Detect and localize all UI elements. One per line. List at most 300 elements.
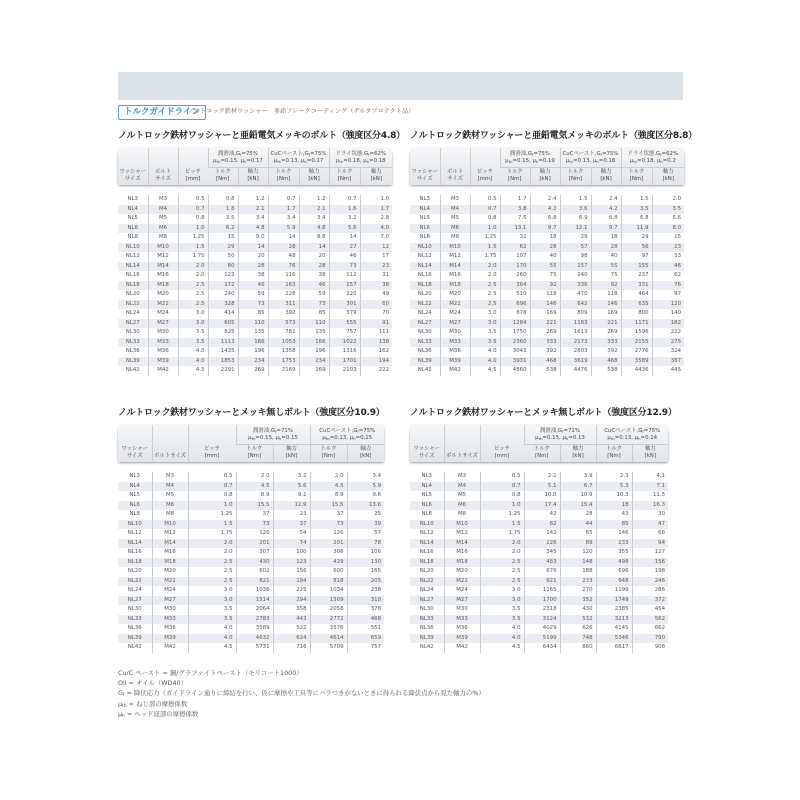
torque-cell: 56 bbox=[621, 243, 652, 253]
torque-cell: 573 bbox=[268, 319, 299, 329]
bolt-size-cell: M3 bbox=[152, 472, 188, 482]
washer-size-cell: NL42 bbox=[125, 367, 140, 373]
torque-cell: 228 bbox=[268, 290, 299, 300]
torque-cell: 696 bbox=[500, 300, 530, 310]
torque-cell: 2803 bbox=[560, 347, 591, 357]
torque-cell: 392 bbox=[268, 309, 299, 319]
torque-cell: 2291 bbox=[208, 366, 238, 376]
torque-cell: 4614 bbox=[310, 634, 347, 644]
axial-force-cell: 4.2 bbox=[530, 205, 560, 215]
subscript: f bbox=[368, 152, 370, 157]
pitch-cell: 0.5 bbox=[480, 472, 524, 482]
axial-force-cell: 4.0 bbox=[360, 224, 392, 234]
bolt-size-cell: M6 bbox=[440, 224, 470, 234]
torque-cell: 29 bbox=[621, 233, 652, 243]
table-row bbox=[410, 501, 668, 511]
axial-force-cell: 562 bbox=[632, 615, 668, 625]
axial-force-cell: 324 bbox=[652, 347, 684, 357]
pitch-cell: 1.5 bbox=[188, 520, 236, 530]
washer-size-cell: NL27 bbox=[118, 596, 152, 606]
table-row bbox=[118, 281, 392, 291]
washer-size-cell: NL33 bbox=[118, 615, 152, 625]
washer-size-cell: NL24 bbox=[127, 587, 142, 593]
torque-cell: 107 bbox=[500, 252, 530, 262]
torque-cell: 3.8 bbox=[500, 205, 530, 215]
thread-friction: 0.15 bbox=[517, 157, 530, 164]
axial-force-cell: 17 bbox=[360, 252, 392, 262]
table-row bbox=[118, 271, 392, 281]
table-row bbox=[410, 520, 668, 530]
torque-cell: 800 bbox=[621, 309, 652, 319]
footnote-line bbox=[118, 709, 485, 719]
torque-cell: 4436 bbox=[621, 366, 652, 376]
axial-force-cell: 5.6 bbox=[273, 482, 310, 492]
axial-force-cell: 46 bbox=[238, 281, 268, 291]
axial-force-cell: 169 bbox=[591, 309, 621, 319]
axial-force-cell: 49 bbox=[360, 290, 392, 300]
torque-cell: 1509 bbox=[310, 596, 347, 606]
torque-cell: 5731 bbox=[236, 643, 273, 653]
axial-force-cell: 23 bbox=[273, 510, 310, 520]
torque-cell: 27 bbox=[329, 243, 360, 253]
axial-force-cell: 454 bbox=[632, 605, 668, 615]
axial-force-cell: 89 bbox=[560, 539, 596, 549]
washer-size-cell: NL4 bbox=[118, 205, 148, 215]
axial-force-cell: 6.8 bbox=[530, 214, 560, 224]
table-row bbox=[118, 252, 392, 262]
subscript: th bbox=[538, 435, 543, 441]
condition-group-header: CuCペースト$,G_f=75\%$ $\mu_{th}=0.13$, $\mu_h=0.15$ bbox=[310, 425, 384, 445]
column-pitch: ピッチ [mm] bbox=[178, 148, 208, 185]
axial-force-cell: 2.1 bbox=[238, 205, 268, 215]
bolt-size-cell: M39 bbox=[148, 357, 178, 367]
torque-cell: 1700 bbox=[524, 596, 560, 606]
washer-size-cell: NL10 bbox=[410, 520, 444, 530]
torque-cell: 170 bbox=[500, 262, 530, 272]
bolt-size-cell: M24 bbox=[152, 586, 188, 596]
pitch-cell: 4.0 bbox=[470, 357, 500, 367]
torque-cell: 2.0 bbox=[310, 472, 347, 482]
axial-force-cell: 140 bbox=[652, 309, 684, 319]
pitch-cell: 0.7 bbox=[470, 205, 500, 215]
thread-friction: 0.13 bbox=[619, 434, 632, 441]
subscript: th bbox=[277, 158, 281, 164]
subscript: h bbox=[304, 158, 307, 164]
axial-force-cell: 165 bbox=[347, 567, 384, 577]
axial-force-cell: 28 bbox=[591, 243, 621, 253]
table-title-4-8: ノルトロック鉄材ワッシャーと亜鉛電気メッキのボルト（強度区分4.8） bbox=[118, 131, 405, 141]
torque-cell: 2064 bbox=[236, 605, 273, 615]
axial-force-cell: 59 bbox=[238, 290, 268, 300]
table-body bbox=[118, 195, 392, 376]
bolt-size-cell: M20 bbox=[148, 290, 178, 300]
table-row bbox=[118, 615, 384, 625]
axial-force-cell: 74 bbox=[273, 539, 310, 549]
condition-group-header: ドライ状態$,G_f=62\%$ $\mu_{th}=0.18$, $\mu_h=0.18$ bbox=[329, 148, 392, 168]
axial-force-cell: 97 bbox=[652, 290, 684, 300]
table-row bbox=[410, 328, 684, 338]
torque-table-8-8 bbox=[410, 148, 684, 376]
axial-force-cell: 146 bbox=[591, 300, 621, 310]
bolt-size-cell: M27 bbox=[152, 596, 188, 606]
condition-group-header: 潤滑油$,G_f=75\%$ $\mu_{th}=0.15$, $\mu_h=0.19$ bbox=[500, 148, 560, 168]
pitch-cell: 3.5 bbox=[480, 605, 524, 615]
torque-cell: 818 bbox=[310, 577, 347, 587]
yield-percent: 75% bbox=[648, 428, 661, 434]
axial-force-cell: 9.7 bbox=[530, 224, 560, 234]
axial-force-cell: 860 bbox=[560, 643, 596, 653]
washer-size-cell: NL22 bbox=[118, 300, 148, 310]
washer-size-cell: NL18 bbox=[118, 558, 152, 568]
subscript: f bbox=[660, 152, 662, 157]
torque-cell: 878 bbox=[500, 309, 530, 319]
torque-cell: 7.5 bbox=[500, 214, 530, 224]
washer-size-cell: NL20 bbox=[127, 568, 142, 574]
torque-cell: 12.1 bbox=[560, 224, 591, 234]
torque-cell: 1596 bbox=[621, 328, 652, 338]
axial-force-cell: 269 bbox=[530, 328, 560, 338]
axial-force-cell: 44 bbox=[560, 520, 596, 530]
torque-cell: 126 bbox=[236, 529, 273, 539]
table bbox=[118, 148, 392, 376]
axial-force-cell: 33 bbox=[652, 252, 684, 262]
table-row bbox=[118, 539, 384, 549]
torque-cell: 809 bbox=[560, 309, 591, 319]
pitch-cell: 2.5 bbox=[470, 281, 500, 291]
axial-force-cell: 75 bbox=[591, 271, 621, 281]
column-torque: トルク [Nm] bbox=[596, 445, 632, 463]
bolt-size-cell: M5 bbox=[148, 214, 178, 224]
yield-percent: 71% bbox=[280, 428, 293, 434]
washer-size-cell: NL18 bbox=[410, 281, 440, 291]
axial-force-cell: 194 bbox=[360, 357, 392, 367]
bolt-size-cell: M36 bbox=[152, 624, 188, 634]
torque-cell: 2.3 bbox=[596, 472, 632, 482]
thread-friction: 0.18 bbox=[641, 157, 654, 164]
table-row bbox=[118, 366, 392, 376]
column-bolt-size: ボルト サイズ bbox=[440, 148, 470, 185]
bolt-size-cell: M10 bbox=[148, 243, 178, 253]
washer-size-cell: NL39 bbox=[118, 634, 152, 644]
torque-cell: 3.5 bbox=[208, 214, 238, 224]
axial-force-cell: 14 bbox=[238, 243, 268, 253]
axial-force-cell: 15 bbox=[652, 233, 684, 243]
axial-force-cell: 28 bbox=[238, 262, 268, 272]
bolt-size-cell: M3 bbox=[440, 195, 470, 205]
pitch-cell: 0.7 bbox=[480, 482, 524, 492]
axial-force-cell: 626 bbox=[560, 624, 596, 634]
table-header bbox=[410, 425, 668, 462]
axial-force-cell: 130 bbox=[347, 558, 384, 568]
pitch-cell: 4.0 bbox=[178, 347, 208, 357]
axial-force-cell: 57 bbox=[347, 529, 384, 539]
pitch-cell: 1.75 bbox=[178, 252, 208, 262]
torque-table-10-9 bbox=[118, 425, 384, 653]
torque-cell: 1113 bbox=[208, 338, 238, 348]
torque-cell: 4.5 bbox=[310, 482, 347, 492]
washer-size-cell: NL22 bbox=[118, 577, 152, 587]
torque-cell: 5346 bbox=[596, 634, 632, 644]
torque-cell: 355 bbox=[596, 548, 632, 558]
table-row bbox=[410, 338, 684, 348]
axial-force-cell: 532 bbox=[560, 615, 596, 625]
axial-force-cell: 198 bbox=[632, 567, 668, 577]
axial-force-cell: 169 bbox=[530, 309, 560, 319]
axial-force-cell: 11.5 bbox=[632, 491, 668, 501]
axial-force-cell: 28 bbox=[299, 262, 329, 272]
torque-cell: 201 bbox=[236, 539, 273, 549]
axial-force-cell: 8.8 bbox=[299, 233, 329, 243]
axial-force-cell: 4.8 bbox=[238, 224, 268, 234]
torque-cell: 3619 bbox=[560, 357, 591, 367]
torque-cell: 921 bbox=[524, 577, 560, 587]
condition-name: 潤滑油, bbox=[540, 428, 558, 434]
torque-cell: 2385 bbox=[596, 605, 632, 615]
table-row bbox=[118, 347, 392, 357]
table-row bbox=[118, 357, 392, 367]
washer-size-cell: NL12 bbox=[127, 530, 142, 536]
axial-force-cell: 60 bbox=[360, 300, 392, 310]
head-friction: 0.17 bbox=[311, 157, 324, 164]
torque-cell: 32 bbox=[500, 233, 530, 243]
washer-size-cell: NL5 bbox=[421, 492, 432, 498]
washer-size-cell: NL16 bbox=[125, 272, 140, 278]
pitch-cell: 4.5 bbox=[480, 643, 524, 653]
torque-cell: 29 bbox=[560, 233, 591, 243]
torque-cell: 6.9 bbox=[560, 214, 591, 224]
subscript: th bbox=[122, 703, 127, 709]
torque-cell: 226 bbox=[524, 539, 560, 549]
torque-cell: 28 bbox=[268, 243, 299, 253]
washer-size-cell: NL8 bbox=[419, 234, 430, 240]
torque-cell: 3.6 bbox=[560, 205, 591, 215]
bolt-size-cell: M6 bbox=[148, 224, 178, 234]
table-row bbox=[410, 510, 668, 520]
washer-size-cell: NL16 bbox=[127, 549, 142, 555]
condition-group-header: 潤滑油$,G_f=71\%$ $\mu_{th}=0.15$, $\mu_h=0.13$ bbox=[524, 425, 596, 445]
bolt-size-cell: M18 bbox=[152, 558, 188, 568]
bolt-size-cell: M39 bbox=[440, 357, 470, 367]
axial-force-cell: 28 bbox=[530, 243, 560, 253]
pitch-cell: 0.8 bbox=[480, 491, 524, 501]
axial-force-cell: 25 bbox=[347, 510, 384, 520]
table-row bbox=[410, 252, 684, 262]
washer-size-cell: NL36 bbox=[419, 625, 434, 631]
axial-force-cell: 59 bbox=[299, 290, 329, 300]
pitch-cell: 1.0 bbox=[178, 224, 208, 234]
subscript: th bbox=[339, 158, 344, 164]
pitch-cell: 1.75 bbox=[470, 252, 500, 262]
axial-force-cell: 225 bbox=[273, 586, 310, 596]
pitch-cell: 0.8 bbox=[470, 214, 500, 224]
washer-size-cell: NL14 bbox=[118, 262, 148, 272]
torque-cell: 157 bbox=[560, 262, 591, 272]
torque-cell: 948 bbox=[596, 577, 632, 587]
pitch-cell: 0.5 bbox=[188, 472, 236, 482]
axial-force-cell: 624 bbox=[273, 634, 310, 644]
torque-cell: 301 bbox=[329, 300, 360, 310]
axial-force-cell: 196 bbox=[238, 347, 268, 357]
axial-force-cell: 18 bbox=[591, 233, 621, 243]
bolt-size-cell: M24 bbox=[148, 309, 178, 319]
pitch-cell: 3.5 bbox=[178, 328, 208, 338]
table-row bbox=[410, 319, 684, 329]
pitch-cell: 2.0 bbox=[188, 539, 236, 549]
pitch-cell: 1.25 bbox=[480, 510, 524, 520]
pitch-cell: 4.0 bbox=[470, 347, 500, 357]
column-torque: トルク [Nm] bbox=[506, 169, 523, 182]
torque-cell: 1750 bbox=[500, 328, 530, 338]
axial-force-cell: 2.4 bbox=[591, 195, 621, 205]
table-row bbox=[410, 309, 684, 319]
footnote-symbol: Cu/C ペースト bbox=[118, 669, 161, 677]
torque-cell: 6.8 bbox=[621, 214, 652, 224]
bolt-size-cell: M8 bbox=[440, 233, 470, 243]
page-subtitle: ノルトロック鉄材ワッシャー 亜鉛フレークコーティング（デルタプロテクト品） bbox=[188, 108, 415, 115]
torque-cell: 73 bbox=[236, 520, 273, 530]
pitch-cell: 2.0 bbox=[188, 548, 236, 558]
torque-cell: 3.4 bbox=[268, 214, 299, 224]
torque-cell: 126 bbox=[310, 529, 347, 539]
axial-force-cell: 135 bbox=[299, 328, 329, 338]
washer-size-cell: NL36 bbox=[125, 348, 140, 354]
table-row bbox=[410, 281, 684, 291]
torque-cell: 336 bbox=[560, 281, 591, 291]
axial-force-cell: 222 bbox=[652, 328, 684, 338]
table-row bbox=[118, 205, 392, 215]
axial-force-cell: 3.9 bbox=[560, 472, 596, 482]
washer-size-cell: NL6 bbox=[410, 501, 444, 511]
torque-cell: 146 bbox=[596, 529, 632, 539]
column-axial-force: 軸力 [kN] bbox=[238, 168, 268, 186]
axial-force-cell: 269 bbox=[299, 366, 329, 376]
torque-cell: 73 bbox=[329, 262, 360, 272]
subscript: th bbox=[610, 435, 615, 441]
bolt-size-cell: M16 bbox=[148, 271, 178, 281]
washer-size-cell: NL33 bbox=[118, 338, 148, 348]
table-row bbox=[118, 233, 392, 243]
torque-cell: 1316 bbox=[329, 347, 360, 357]
thread-friction: 0.15 bbox=[225, 157, 238, 164]
washer-size-cell: NL3 bbox=[419, 196, 430, 202]
bolt-size-cell: M33 bbox=[152, 615, 188, 625]
torque-cell: 5709 bbox=[310, 643, 347, 653]
washer-size-cell: NL6 bbox=[118, 224, 148, 234]
torque-cell: 240 bbox=[208, 290, 238, 300]
bolt-size-cell: M42 bbox=[444, 643, 480, 653]
axial-force-cell: 18 bbox=[530, 233, 560, 243]
axial-force-cell: 233 bbox=[560, 577, 596, 587]
bolt-size-cell: M27 bbox=[444, 596, 480, 606]
axial-force-cell: 85 bbox=[238, 309, 268, 319]
washer-size-cell: NL5 bbox=[127, 215, 138, 221]
footnote-text: = オイル（WD40） bbox=[126, 679, 188, 688]
torque-cell: 5.9 bbox=[268, 224, 299, 234]
table-row bbox=[410, 539, 668, 549]
pitch-cell: 1.5 bbox=[178, 243, 208, 253]
axial-force-cell: 65 bbox=[560, 529, 596, 539]
torque-cell: 5.6 bbox=[329, 224, 360, 234]
bolt-size-cell: M12 bbox=[148, 252, 178, 262]
axial-force-cell: 188 bbox=[560, 567, 596, 577]
subscript: h bbox=[366, 158, 370, 164]
torque-cell: 97 bbox=[621, 252, 652, 262]
torque-cell: 0.7 bbox=[268, 195, 299, 205]
table-row bbox=[410, 491, 668, 501]
axial-force-cell: 182 bbox=[652, 319, 684, 329]
table-row bbox=[410, 271, 684, 281]
axial-force-cell: 234 bbox=[299, 357, 329, 367]
torque-cell: 1701 bbox=[329, 357, 360, 367]
washer-size-cell: NL27 bbox=[118, 319, 148, 329]
axial-force-cell: 91 bbox=[360, 319, 392, 329]
axial-force-cell: 9.1 bbox=[273, 491, 310, 501]
column-torque: トルク [Nm] bbox=[533, 446, 550, 459]
thread-friction: 0.13 bbox=[285, 157, 298, 164]
torque-cell: 1165 bbox=[524, 586, 560, 596]
axial-force-cell: 538 bbox=[591, 366, 621, 376]
torque-cell: 2776 bbox=[621, 347, 652, 357]
table-row bbox=[118, 491, 384, 501]
bolt-size-cell: M18 bbox=[444, 558, 480, 568]
bolt-size-cell: M36 bbox=[444, 624, 480, 634]
axial-force-cell: 522 bbox=[273, 624, 310, 634]
table-row bbox=[410, 482, 668, 492]
torque-cell: 1284 bbox=[500, 319, 530, 329]
axial-force-cell: 7.1 bbox=[632, 482, 668, 492]
torque-cell: 470 bbox=[560, 290, 591, 300]
head-friction: 0.17 bbox=[250, 157, 263, 164]
torque-cell: 1358 bbox=[268, 347, 299, 357]
condition-name: ドライ状態, bbox=[335, 151, 365, 157]
column-torque: トルク [Nm] bbox=[268, 168, 299, 186]
bolt-size-cell: M8 bbox=[444, 510, 480, 520]
pitch-cell: 2.0 bbox=[178, 262, 208, 272]
pitch-cell: 1.25 bbox=[470, 233, 500, 243]
table-row bbox=[118, 520, 384, 530]
thread-friction: 0.15 bbox=[260, 434, 273, 441]
column-torque: トルク [Nm] bbox=[246, 446, 263, 459]
torque-cell: 43 bbox=[596, 510, 632, 520]
torque-cell: 2.2 bbox=[524, 472, 560, 482]
table-title-8-8: ノルトロック鉄材ワッシャーと亜鉛電気メッキのボルト（強度区分8.8） bbox=[410, 131, 697, 141]
washer-size-cell: NL39 bbox=[410, 634, 444, 644]
pitch-cell: 0.7 bbox=[188, 482, 236, 492]
pitch-cell: 2.5 bbox=[470, 290, 500, 300]
torque-cell: 2.0 bbox=[236, 472, 273, 482]
washer-size-cell: NL8 bbox=[129, 511, 140, 517]
subscript: f bbox=[642, 429, 644, 434]
bolt-size-cell: M18 bbox=[148, 281, 178, 291]
washer-size-cell: NL36 bbox=[127, 625, 142, 631]
table-row bbox=[410, 262, 684, 272]
torque-cell: 430 bbox=[236, 558, 273, 568]
washer-size-cell: NL30 bbox=[125, 329, 140, 335]
axial-force-cell: 234 bbox=[238, 357, 268, 367]
washer-size-cell: NL20 bbox=[125, 291, 140, 297]
bolt-size-cell: M6 bbox=[152, 501, 188, 511]
bolt-size-cell: M22 bbox=[148, 300, 178, 310]
bolt-size-cell: M16 bbox=[152, 548, 188, 558]
bolt-size-cell: M8 bbox=[148, 233, 178, 243]
torque-cell: 3.5 bbox=[621, 205, 652, 215]
bolt-size-cell: M36 bbox=[148, 347, 178, 357]
pitch-cell: 3.5 bbox=[178, 338, 208, 348]
head-friction: 0.18 bbox=[603, 157, 616, 164]
pitch-cell: 3.0 bbox=[178, 309, 208, 319]
footnote-line bbox=[118, 688, 485, 698]
washer-size-cell: NL33 bbox=[410, 615, 444, 625]
